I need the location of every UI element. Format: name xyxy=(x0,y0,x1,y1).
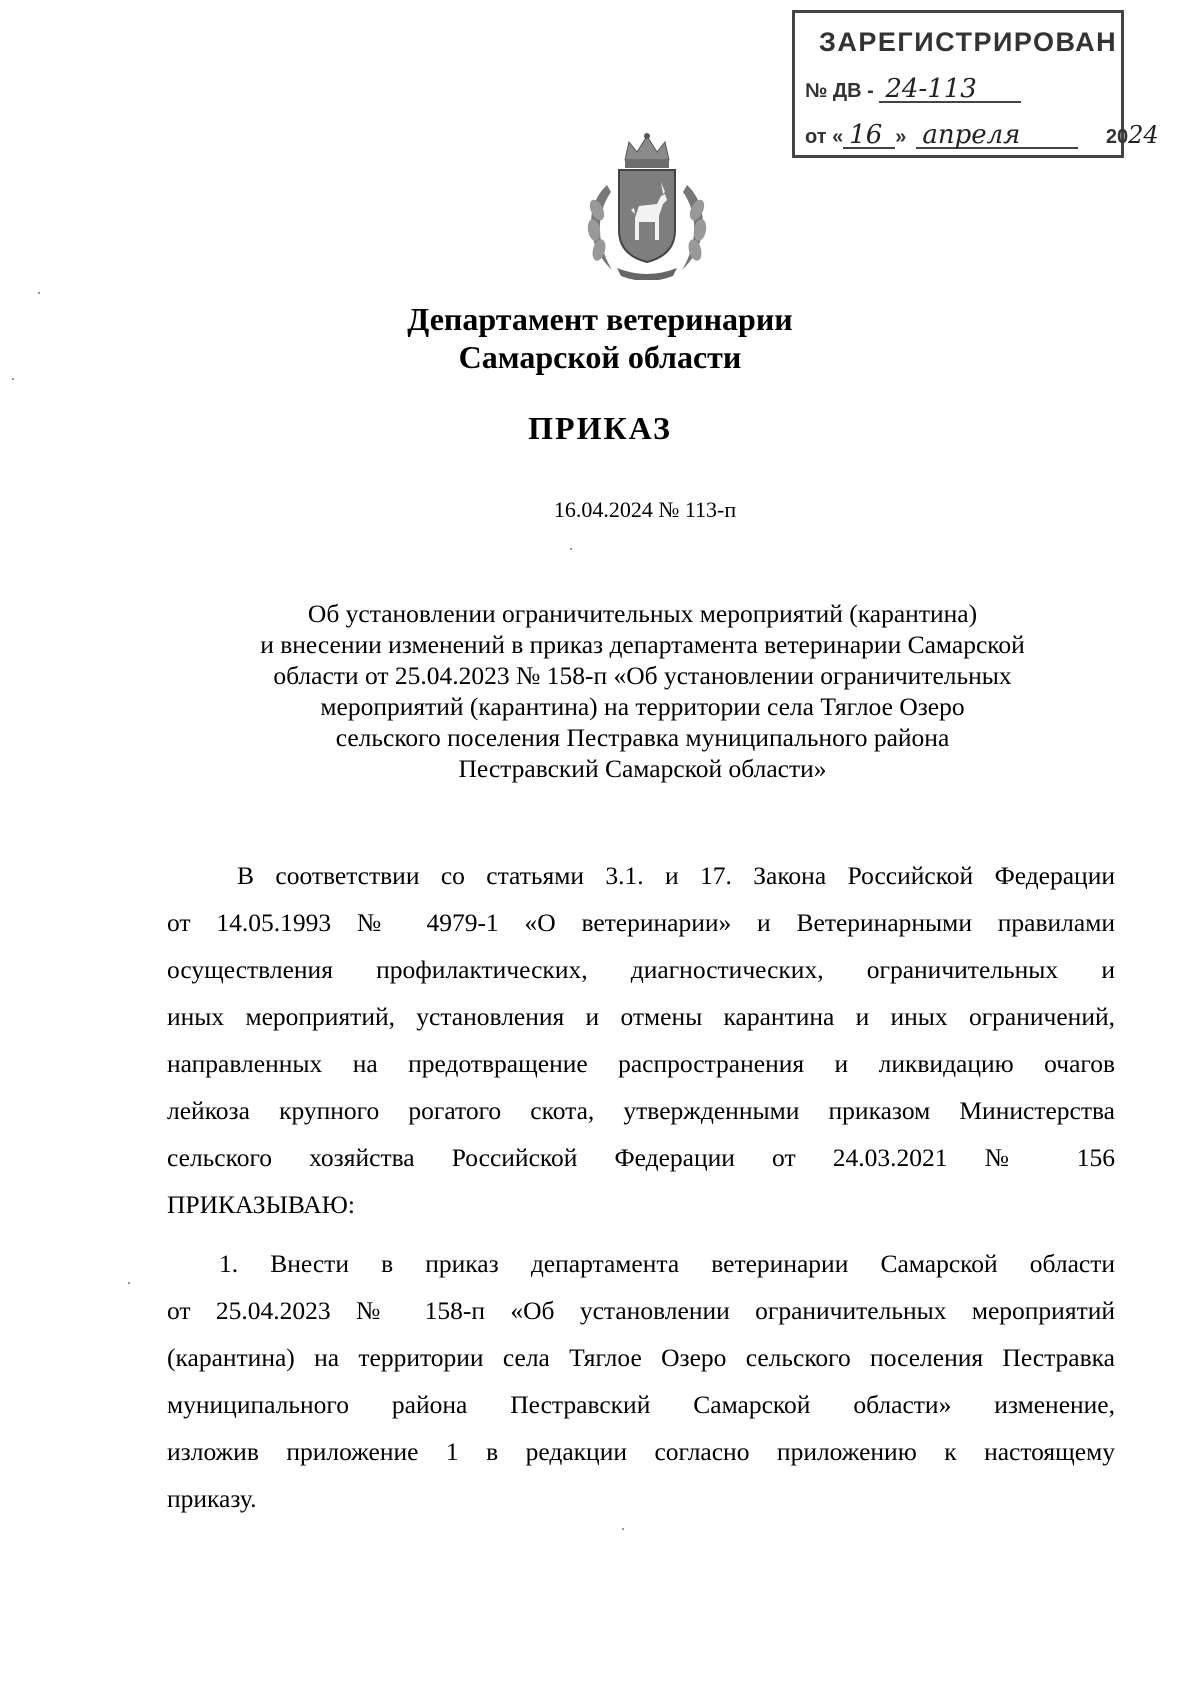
stamp-number-prefix: № ДВ - xyxy=(805,80,874,102)
stamp-title: ЗАРЕГИСТРИРОВАН xyxy=(819,27,1118,57)
subject-line: мероприятий (карантина) на территории села Тяглое Озеро xyxy=(320,692,965,721)
clause-line: изложив приложение 1 в редакции согласно приложению к настоящему xyxy=(167,1437,1115,1466)
preamble-line: лейкоза крупного рогатого скота, утвержденными приказом Министерства xyxy=(167,1096,1115,1125)
clause-line: 1. Внести в приказ департамента ветеринарии Самарской области xyxy=(219,1249,1115,1278)
stamp-date-year-prefix: 20 xyxy=(1105,126,1129,148)
order-directive: ПРИКАЗЫВАЮ: xyxy=(167,1190,355,1219)
scan-speck xyxy=(622,1528,624,1530)
subject-line: Пестравский Самарской области» xyxy=(458,754,827,783)
preamble-line: от 14.05.1993 № 4979-1 «О ветеринарии» и Ветеринарными правилами xyxy=(167,908,1115,937)
coat-of-arms-emblem xyxy=(577,130,717,280)
preamble-paragraph xyxy=(167,852,1115,1228)
clause-line: от 25.04.2023 № 158-п «Об установлении ограничительных мероприятий xyxy=(167,1296,1115,1325)
scan-speck xyxy=(12,378,14,380)
department-line-2: Самарской области xyxy=(458,339,742,375)
subject-line: сельского поселения Пестравка муниципального района xyxy=(335,723,950,752)
stamp-number-handwritten: 24-113 xyxy=(879,77,1021,103)
stamp-date-month: апреля xyxy=(916,123,1078,149)
preamble-line: сельского хозяйства Российской Федерации от 24.03.2021 № 156 xyxy=(167,1143,1115,1172)
stamp-number-row xyxy=(805,74,1021,104)
scan-speck xyxy=(128,1282,130,1284)
document-type: ПРИКАЗ xyxy=(528,410,672,446)
stamp-date-day: 16 xyxy=(843,123,895,149)
department-line-1: Департамент ветеринарии xyxy=(407,301,793,337)
order-subject xyxy=(160,598,1125,784)
stamp-date-mid: » xyxy=(895,126,907,148)
stamp-date-prefix: от « xyxy=(805,126,844,148)
subject-line: Об установлении ограничительных мероприятий (карантина) xyxy=(307,599,978,628)
clause-line: муниципального района Пестравский Самарской области» изменение, xyxy=(167,1390,1115,1419)
preamble-line: иных мероприятий, установления и отмены карантина и иных ограничений, xyxy=(167,1002,1115,1031)
registration-stamp xyxy=(792,10,1159,158)
stamp-date-row xyxy=(805,120,1159,150)
preamble-line: направленных на предотвращение распространения и ликвидацию очагов xyxy=(167,1049,1115,1078)
order-number-date: 16.04.2024 № 113-п xyxy=(553,497,737,522)
clause-line: (карантина) на территории села Тяглое Озеро сельского поселения Пестравка xyxy=(167,1343,1115,1372)
preamble-line: В соответствии со статьями 3.1. и 17. Закона Российской Федерации xyxy=(237,861,1115,890)
clause-line: приказу. xyxy=(167,1484,257,1513)
department-name xyxy=(0,300,1200,376)
stamp-date-year-suffix: 24 xyxy=(1128,121,1159,149)
clause-1-paragraph xyxy=(167,1240,1115,1522)
scan-speck xyxy=(38,292,40,294)
subject-line: и внесении изменений в приказ департамента ветеринарии Самарской xyxy=(260,630,1025,659)
preamble-line: осуществления профилактических, диагностических, ограничительных и xyxy=(167,955,1115,984)
subject-line: области от 25.04.2023 № 158-п «Об установлении ограничительных xyxy=(273,661,1012,690)
scan-speck xyxy=(570,548,572,550)
